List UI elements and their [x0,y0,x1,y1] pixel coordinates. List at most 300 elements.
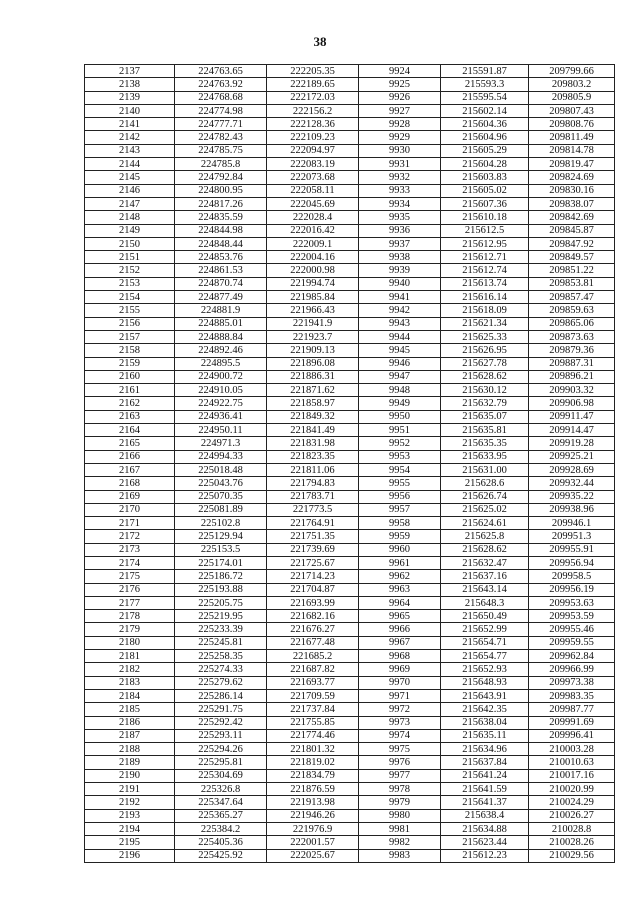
table-cell: 225405.36 [175,836,267,849]
table-cell: 221714.23 [267,570,359,583]
table-cell: 9957 [359,503,441,516]
table-cell: 225365.27 [175,809,267,822]
table-cell: 221923.7 [267,330,359,343]
table-cell: 9930 [359,144,441,157]
table-cell: 221819.02 [267,756,359,769]
table-cell: 225425.92 [175,849,267,862]
table-cell: 9950 [359,410,441,423]
table-cell: 225102.8 [175,517,267,530]
table-cell: 221676.27 [267,623,359,636]
table-cell: 209951.3 [529,530,615,543]
table-cell: 221794.83 [267,477,359,490]
table-cell: 221909.13 [267,344,359,357]
table-cell: 9973 [359,716,441,729]
table-cell: 224768.68 [175,91,267,104]
table-cell: 224881.9 [175,304,267,317]
table-cell: 221811.06 [267,463,359,476]
table-cell: 221941.9 [267,317,359,330]
table-cell: 221737.84 [267,703,359,716]
table-cell: 2182 [85,663,175,676]
table-cell: 221751.35 [267,530,359,543]
table-cell: 222172.03 [267,91,359,104]
table-row [85,251,615,264]
table-cell: 224800.95 [175,184,267,197]
table-row [85,397,615,410]
table-cell: 225304.69 [175,769,267,782]
table-cell: 210029.56 [529,849,615,862]
table-row [85,769,615,782]
table-cell: 225347.64 [175,796,267,809]
table-cell: 209859.63 [529,304,615,317]
table-cell: 2162 [85,397,175,410]
table-cell: 9979 [359,796,441,809]
table-cell: 215627.78 [441,357,529,370]
table-row [85,809,615,822]
table-cell: 209853.81 [529,277,615,290]
table-cell: 2193 [85,809,175,822]
table-cell: 225274.33 [175,663,267,676]
table-cell: 215624.61 [441,517,529,530]
table-row [85,610,615,623]
table-cell: 9959 [359,530,441,543]
table-cell: 2145 [85,171,175,184]
table-cell: 2181 [85,650,175,663]
table-row [85,104,615,117]
table-row [85,583,615,596]
table-cell: 2150 [85,237,175,250]
table-cell: 224888.84 [175,330,267,343]
table-cell: 9949 [359,397,441,410]
table-cell: 215632.79 [441,397,529,410]
table-cell: 2148 [85,211,175,224]
table-cell: 215621.34 [441,317,529,330]
table-cell: 2185 [85,703,175,716]
table-cell: 209953.59 [529,610,615,623]
table-row [85,330,615,343]
table-cell: 2189 [85,756,175,769]
table-cell: 2155 [85,304,175,317]
table-cell: 215648.93 [441,676,529,689]
table-cell: 2160 [85,370,175,383]
table-cell: 9924 [359,65,441,78]
table-cell: 221693.77 [267,676,359,689]
table-cell: 209956.94 [529,556,615,569]
table-cell: 2137 [85,65,175,78]
table-cell: 9943 [359,317,441,330]
table-row [85,463,615,476]
table-cell: 209879.36 [529,344,615,357]
table-cell: 225279.62 [175,676,267,689]
table-cell: 215612.95 [441,237,529,250]
table-cell: 215654.77 [441,650,529,663]
table-cell: 222156.2 [267,104,359,117]
table-cell: 9940 [359,277,441,290]
table-row [85,91,615,104]
table-cell: 209851.22 [529,264,615,277]
table-cell: 224817.26 [175,197,267,210]
table-cell: 209805.9 [529,91,615,104]
table-cell: 215628.62 [441,370,529,383]
table-cell: 224895.5 [175,357,267,370]
table-cell: 225293.11 [175,729,267,742]
table-cell: 9976 [359,756,441,769]
table-cell: 2191 [85,783,175,796]
table-cell: 225292.42 [175,716,267,729]
table-cell: 215626.74 [441,490,529,503]
table-cell: 209811.49 [529,131,615,144]
table-row [85,596,615,609]
table-cell: 215626.95 [441,344,529,357]
table-cell: 221858.97 [267,397,359,410]
table-cell: 222009.1 [267,237,359,250]
table-cell: 221871.62 [267,384,359,397]
table-cell: 9956 [359,490,441,503]
table-cell: 9941 [359,291,441,304]
table-cell: 2154 [85,291,175,304]
table-cell: 9974 [359,729,441,742]
table-cell: 209808.76 [529,118,615,131]
table-cell: 224861.53 [175,264,267,277]
table-cell: 2183 [85,676,175,689]
table-cell: 209819.47 [529,158,615,171]
table-cell: 9952 [359,437,441,450]
table-cell: 215635.07 [441,410,529,423]
table-cell: 221704.87 [267,583,359,596]
table-cell: 209857.47 [529,291,615,304]
table-row [85,676,615,689]
table-cell: 215612.23 [441,849,529,862]
table-cell: 215605.29 [441,144,529,157]
table-cell: 222028.4 [267,211,359,224]
table-cell: 9948 [359,384,441,397]
table-cell: 209987.77 [529,703,615,716]
table-row [85,131,615,144]
table-cell: 9937 [359,237,441,250]
table-cell: 209896.21 [529,370,615,383]
table-cell: 221685.2 [267,650,359,663]
table-cell: 224910.05 [175,384,267,397]
table-cell: 2164 [85,424,175,437]
table-row [85,530,615,543]
table-cell: 222128.36 [267,118,359,131]
table-row [85,796,615,809]
table-cell: 224877.49 [175,291,267,304]
table-cell: 2138 [85,78,175,91]
table-cell: 2176 [85,583,175,596]
table-cell: 9967 [359,636,441,649]
table-cell: 222058.11 [267,184,359,197]
table-row [85,211,615,224]
table-cell: 225193.88 [175,583,267,596]
table-cell: 9934 [359,197,441,210]
table-cell: 224763.92 [175,78,267,91]
table-row [85,144,615,157]
table-cell: 9945 [359,344,441,357]
table-row [85,783,615,796]
table-cell: 209953.63 [529,596,615,609]
table-cell: 209842.69 [529,211,615,224]
table-cell: 9936 [359,224,441,237]
table-row [85,65,615,78]
table-cell: 215630.12 [441,384,529,397]
table-cell: 2168 [85,477,175,490]
table-row [85,158,615,171]
table-cell: 221709.59 [267,689,359,702]
table-cell: 209887.31 [529,357,615,370]
page-number: 38 [313,34,327,49]
table-cell: 209955.46 [529,623,615,636]
table-cell: 2173 [85,543,175,556]
table-cell: 9946 [359,357,441,370]
table-row [85,384,615,397]
table-cell: 221823.35 [267,450,359,463]
table-cell: 215628.62 [441,543,529,556]
table-cell: 225205.75 [175,596,267,609]
table-row [85,503,615,516]
table-cell: 9954 [359,463,441,476]
table-cell: 2194 [85,822,175,835]
table-cell: 215642.35 [441,703,529,716]
table-cell: 209991.69 [529,716,615,729]
table-cell: 224774.98 [175,104,267,117]
table-cell: 215641.37 [441,796,529,809]
table-row [85,357,615,370]
table-cell: 209799.66 [529,65,615,78]
table-cell: 215604.28 [441,158,529,171]
table-cell: 215634.96 [441,743,529,756]
table-cell: 2196 [85,849,175,862]
table-cell: 9939 [359,264,441,277]
table-cell: 209845.87 [529,224,615,237]
table-row [85,424,615,437]
table-cell: 209973.38 [529,676,615,689]
table-cell: 221693.99 [267,596,359,609]
table-cell: 222189.65 [267,78,359,91]
table-row [85,822,615,835]
coordinates-table [84,64,615,863]
table-row [85,171,615,184]
table-cell: 221773.5 [267,503,359,516]
table-cell: 9969 [359,663,441,676]
table-row [85,184,615,197]
table-cell: 225219.95 [175,610,267,623]
table-cell: 222205.35 [267,65,359,78]
table-row [85,836,615,849]
table-cell: 9938 [359,251,441,264]
table-cell: 2141 [85,118,175,131]
table-row [85,743,615,756]
table-cell: 215616.14 [441,291,529,304]
table-cell: 222073.68 [267,171,359,184]
table-cell: 9961 [359,556,441,569]
table-cell: 225258.35 [175,650,267,663]
table-cell: 9975 [359,743,441,756]
table-row [85,650,615,663]
table-cell: 222004.16 [267,251,359,264]
table-cell: 224785.8 [175,158,267,171]
table-cell: 222083.19 [267,158,359,171]
table-cell: 9925 [359,78,441,91]
table-cell: 225384.2 [175,822,267,835]
table-cell: 2139 [85,91,175,104]
table-cell: 209925.21 [529,450,615,463]
table-cell: 2180 [85,636,175,649]
table-cell: 209996.41 [529,729,615,742]
table-cell: 2165 [85,437,175,450]
table-cell: 210017.16 [529,769,615,782]
table-cell: 9947 [359,370,441,383]
table-cell: 9944 [359,330,441,343]
table-cell: 225081.89 [175,503,267,516]
table-row [85,689,615,702]
table-cell: 224782.43 [175,131,267,144]
table-cell: 221966.43 [267,304,359,317]
table-cell: 2172 [85,530,175,543]
table-cell: 9977 [359,769,441,782]
table-cell: 225286.14 [175,689,267,702]
table-cell: 221886.31 [267,370,359,383]
table-cell: 2151 [85,251,175,264]
table-cell: 2147 [85,197,175,210]
table-cell: 9933 [359,184,441,197]
table-cell: 9960 [359,543,441,556]
table-row [85,410,615,423]
table-cell: 224922.75 [175,397,267,410]
table-cell: 215637.84 [441,756,529,769]
table-cell: 2140 [85,104,175,117]
table-cell: 215604.36 [441,118,529,131]
table-cell: 215637.16 [441,570,529,583]
table-cell: 9968 [359,650,441,663]
table-cell: 215654.71 [441,636,529,649]
table-row [85,450,615,463]
table-cell: 222094.97 [267,144,359,157]
table-row [85,849,615,862]
table-cell: 209824.69 [529,171,615,184]
table-cell: 221976.9 [267,822,359,835]
table-cell: 225233.39 [175,623,267,636]
table-cell: 210026.27 [529,809,615,822]
table-cell: 2144 [85,158,175,171]
table-cell: 221677.48 [267,636,359,649]
table-cell: 215625.8 [441,530,529,543]
table-cell: 224994.33 [175,450,267,463]
table-cell: 2190 [85,769,175,782]
table-cell: 210010.63 [529,756,615,769]
table-cell: 221831.98 [267,437,359,450]
table-cell: 225018.48 [175,463,267,476]
table-row [85,556,615,569]
table-cell: 222109.23 [267,131,359,144]
table-cell: 221687.82 [267,663,359,676]
table-cell: 209932.44 [529,477,615,490]
table-cell: 224950.11 [175,424,267,437]
table-row [85,291,615,304]
table-cell: 2177 [85,596,175,609]
table-cell: 215591.87 [441,65,529,78]
table-cell: 209966.99 [529,663,615,676]
table-cell: 209865.06 [529,317,615,330]
table-cell: 215612.74 [441,264,529,277]
table-cell: 225295.81 [175,756,267,769]
table-cell: 209873.63 [529,330,615,343]
table-cell: 215641.24 [441,769,529,782]
table-cell: 215613.74 [441,277,529,290]
table-cell: 224777.71 [175,118,267,131]
table-row [85,197,615,210]
table-cell: 225174.01 [175,556,267,569]
table-cell: 209803.2 [529,78,615,91]
table-cell: 2157 [85,330,175,343]
table-cell: 221841.49 [267,424,359,437]
table-cell: 9980 [359,809,441,822]
table-cell: 9928 [359,118,441,131]
table-cell: 215632.47 [441,556,529,569]
table-row [85,756,615,769]
table-cell: 209814.78 [529,144,615,157]
table-cell: 225043.76 [175,477,267,490]
table-cell: 225153.5 [175,543,267,556]
table-cell: 9926 [359,91,441,104]
table-row [85,729,615,742]
table-cell: 221774.46 [267,729,359,742]
table-cell: 2149 [85,224,175,237]
table-cell: 2146 [85,184,175,197]
table-cell: 2169 [85,490,175,503]
table-cell: 9966 [359,623,441,636]
table-cell: 2175 [85,570,175,583]
table-row [85,224,615,237]
table-cell: 215638.4 [441,809,529,822]
table-cell: 215618.09 [441,304,529,317]
table-cell: 215631.00 [441,463,529,476]
table-cell: 9970 [359,676,441,689]
table-row [85,437,615,450]
table-cell: 215652.93 [441,663,529,676]
table-cell: 9927 [359,104,441,117]
table-cell: 215641.59 [441,783,529,796]
table-cell: 209935.22 [529,490,615,503]
table-cell: 215612.5 [441,224,529,237]
table-cell: 2192 [85,796,175,809]
table-cell: 222025.67 [267,849,359,862]
table-cell: 221801.32 [267,743,359,756]
table-row [85,277,615,290]
table-cell: 210003.28 [529,743,615,756]
table-cell: 2188 [85,743,175,756]
table-cell: 9929 [359,131,441,144]
table-cell: 221994.74 [267,277,359,290]
table-cell: 209956.19 [529,583,615,596]
table-cell: 2179 [85,623,175,636]
table-cell: 215628.6 [441,477,529,490]
table-cell: 225326.8 [175,783,267,796]
table-cell: 224763.65 [175,65,267,78]
table-cell: 210028.26 [529,836,615,849]
table-cell: 9951 [359,424,441,437]
table-cell: 2170 [85,503,175,516]
table-cell: 222016.42 [267,224,359,237]
table-cell: 9962 [359,570,441,583]
table-cell: 215612.71 [441,251,529,264]
table-cell: 215623.44 [441,836,529,849]
table-row [85,517,615,530]
table-cell: 209962.84 [529,650,615,663]
table-cell: 2159 [85,357,175,370]
table-cell: 224885.01 [175,317,267,330]
table-cell: 209955.91 [529,543,615,556]
table-cell: 225291.75 [175,703,267,716]
